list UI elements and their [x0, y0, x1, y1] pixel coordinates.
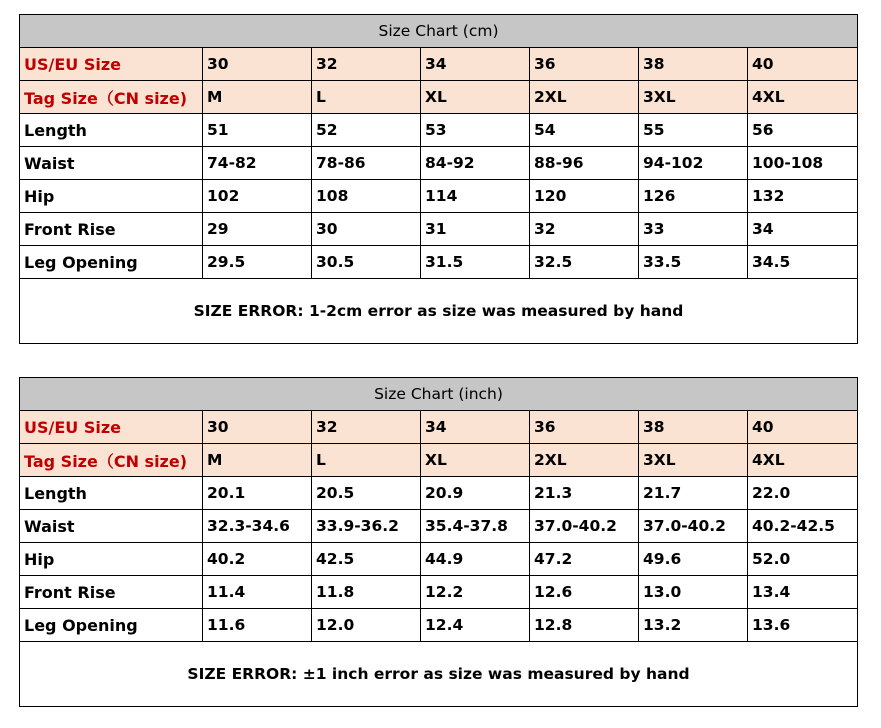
table-cell: 12.4 — [421, 609, 530, 642]
table-cell: 11.4 — [203, 576, 312, 609]
table-row — [20, 444, 858, 477]
table-cell: L — [312, 444, 421, 477]
table-cell: 38 — [639, 48, 748, 81]
size-error-note: SIZE ERROR: ±1 inch error as size was measured by hand — [20, 642, 858, 707]
table-cell: 30 — [203, 411, 312, 444]
row-label: Front Rise — [20, 576, 203, 609]
table-cell: 40 — [748, 48, 858, 81]
table-cell: 56 — [748, 114, 858, 147]
row-label: US/EU Size — [20, 411, 203, 444]
table-cell: 37.0-40.2 — [639, 510, 748, 543]
table-cell: 20.5 — [312, 477, 421, 510]
table-cell: 53 — [421, 114, 530, 147]
size-chart-cm-table — [19, 14, 858, 344]
table-cell: 132 — [748, 180, 858, 213]
table-row — [20, 213, 858, 246]
table-cell: 32 — [312, 411, 421, 444]
table-cell: 30 — [312, 213, 421, 246]
table-cell: 12.6 — [530, 576, 639, 609]
table-cell: 55 — [639, 114, 748, 147]
table-row — [20, 246, 858, 279]
table-cell: 36 — [530, 411, 639, 444]
table-cell: 21.3 — [530, 477, 639, 510]
table-cell: 31 — [421, 213, 530, 246]
table-cell: 30 — [203, 48, 312, 81]
row-label: Tag Size（CN size) — [20, 444, 203, 477]
table-cell: 40.2 — [203, 543, 312, 576]
table-row — [20, 147, 858, 180]
size-error-note: SIZE ERROR: 1-2cm error as size was measured by hand — [20, 279, 858, 344]
row-label: US/EU Size — [20, 48, 203, 81]
table-cell: 32.3-34.6 — [203, 510, 312, 543]
table-cell: 22.0 — [748, 477, 858, 510]
table-cell: 20.1 — [203, 477, 312, 510]
table-cell: 44.9 — [421, 543, 530, 576]
table-cell: 32.5 — [530, 246, 639, 279]
table-row — [20, 81, 858, 114]
table-cell: 3XL — [639, 444, 748, 477]
table-cell: 12.2 — [421, 576, 530, 609]
table-cell: 52 — [312, 114, 421, 147]
table-cell: 78-86 — [312, 147, 421, 180]
chart-title: Size Chart (inch) — [20, 378, 858, 411]
table-cell: 11.6 — [203, 609, 312, 642]
table-row — [20, 543, 858, 576]
row-label: Tag Size（CN size) — [20, 81, 203, 114]
row-label: Front Rise — [20, 213, 203, 246]
size-chart-inch-table — [19, 377, 858, 707]
table-cell: 12.8 — [530, 609, 639, 642]
table-cell: 34 — [421, 48, 530, 81]
table-cell: 29.5 — [203, 246, 312, 279]
table-cell: 54 — [530, 114, 639, 147]
table-cell: 29 — [203, 213, 312, 246]
table-cell: 13.6 — [748, 609, 858, 642]
table-cell: 51 — [203, 114, 312, 147]
table-cell: 2XL — [530, 444, 639, 477]
table-cell: 3XL — [639, 81, 748, 114]
row-label: Hip — [20, 180, 203, 213]
table-row — [20, 477, 858, 510]
table-row — [20, 114, 858, 147]
table-cell: 20.9 — [421, 477, 530, 510]
table-cell: 94-102 — [639, 147, 748, 180]
table-cell: 31.5 — [421, 246, 530, 279]
table-cell: 32 — [312, 48, 421, 81]
table-cell: 30.5 — [312, 246, 421, 279]
row-label: Length — [20, 114, 203, 147]
table-cell: 126 — [639, 180, 748, 213]
table-cell: 12.0 — [312, 609, 421, 642]
chart-title: Size Chart (cm) — [20, 15, 858, 48]
table-cell: 34.5 — [748, 246, 858, 279]
table-cell: 37.0-40.2 — [530, 510, 639, 543]
table-cell: 13.0 — [639, 576, 748, 609]
table-cell: 120 — [530, 180, 639, 213]
table-cell: 34 — [748, 213, 858, 246]
table-cell: M — [203, 444, 312, 477]
table-cell: 108 — [312, 180, 421, 213]
row-label: Hip — [20, 543, 203, 576]
row-label: Leg Opening — [20, 609, 203, 642]
table-cell: 114 — [421, 180, 530, 213]
row-label: Waist — [20, 147, 203, 180]
table-cell: 88-96 — [530, 147, 639, 180]
table-row — [20, 609, 858, 642]
table-cell: 33.5 — [639, 246, 748, 279]
table-cell: 21.7 — [639, 477, 748, 510]
table-cell: L — [312, 81, 421, 114]
table-cell: 33 — [639, 213, 748, 246]
table-cell: 84-92 — [421, 147, 530, 180]
chart-body — [20, 411, 858, 642]
table-cell: 52.0 — [748, 543, 858, 576]
table-cell: 47.2 — [530, 543, 639, 576]
table-cell: 36 — [530, 48, 639, 81]
table-cell: 40.2-42.5 — [748, 510, 858, 543]
table-cell: 4XL — [748, 81, 858, 114]
table-row — [20, 48, 858, 81]
table-row — [20, 510, 858, 543]
table-cell: 11.8 — [312, 576, 421, 609]
table-cell: 33.9-36.2 — [312, 510, 421, 543]
table-cell: 2XL — [530, 81, 639, 114]
row-label: Leg Opening — [20, 246, 203, 279]
table-cell: 13.2 — [639, 609, 748, 642]
table-cell: 4XL — [748, 444, 858, 477]
row-label: Length — [20, 477, 203, 510]
table-cell: XL — [421, 81, 530, 114]
table-cell: 74-82 — [203, 147, 312, 180]
table-cell: M — [203, 81, 312, 114]
table-cell: 102 — [203, 180, 312, 213]
table-cell: 13.4 — [748, 576, 858, 609]
table-row — [20, 576, 858, 609]
table-cell: 32 — [530, 213, 639, 246]
table-cell: XL — [421, 444, 530, 477]
table-cell: 40 — [748, 411, 858, 444]
row-label: Waist — [20, 510, 203, 543]
table-cell: 35.4-37.8 — [421, 510, 530, 543]
table-row — [20, 180, 858, 213]
chart-body — [20, 48, 858, 279]
table-cell: 42.5 — [312, 543, 421, 576]
table-cell: 49.6 — [639, 543, 748, 576]
table-cell: 34 — [421, 411, 530, 444]
table-cell: 38 — [639, 411, 748, 444]
table-row — [20, 411, 858, 444]
table-cell: 100-108 — [748, 147, 858, 180]
